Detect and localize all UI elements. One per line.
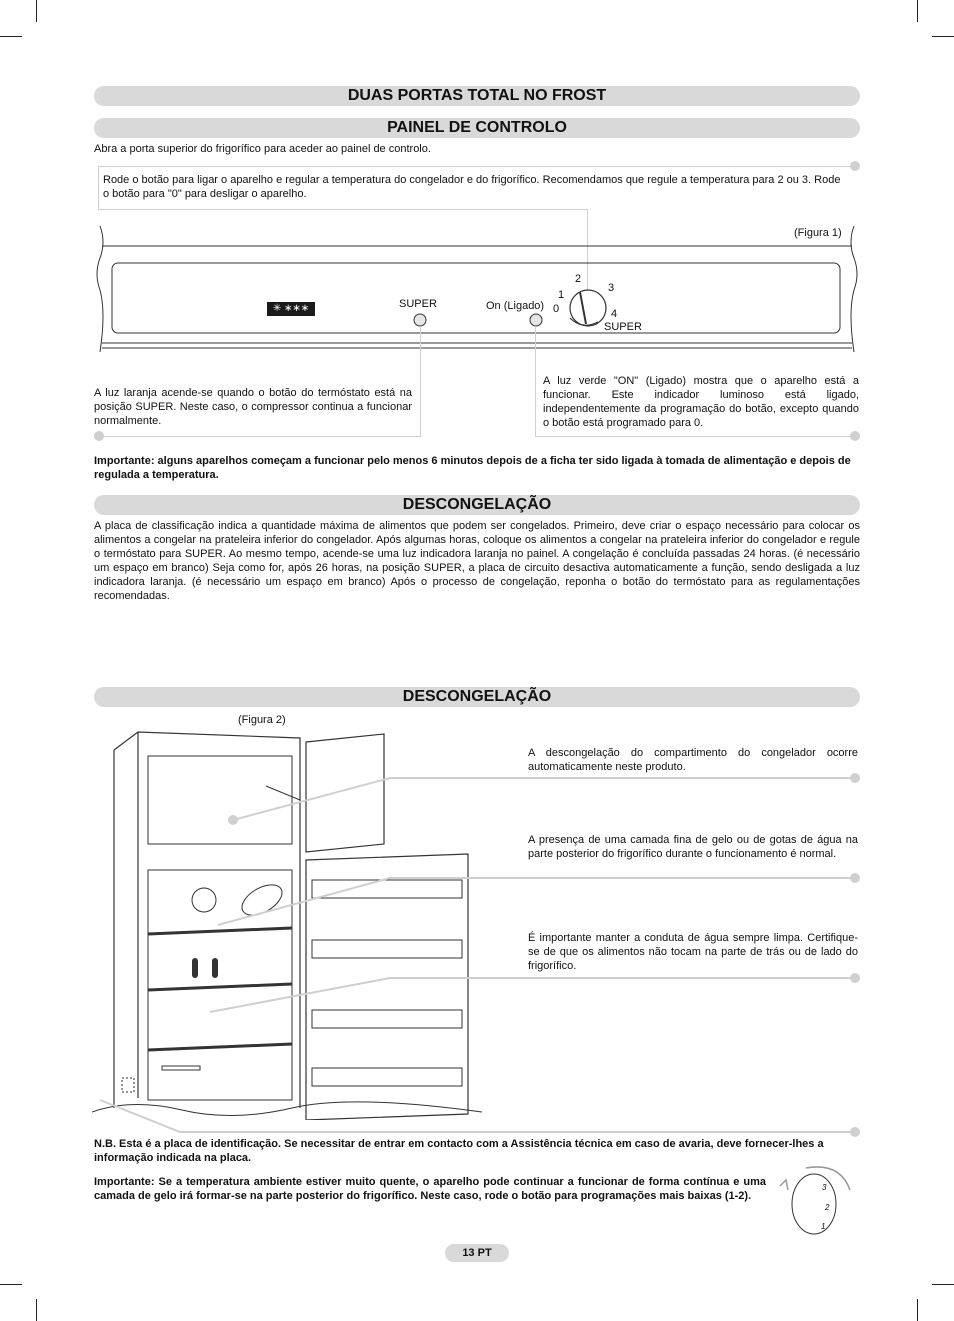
- dial-number-3: 3: [608, 282, 615, 294]
- control-intro: Abra a porta superior do frigorífico para aceder ao painel de controlo.: [94, 143, 431, 155]
- freezing-title: DESCONGELAÇÃO: [94, 495, 860, 515]
- defrost-title: DESCONGELAÇÃO: [94, 687, 860, 707]
- small-dial-1: 1: [821, 1222, 826, 1231]
- freezing-body: A placa de classificação indica a quantidade máxima de alimentos que podem ser congelados. Primeiro, deve criar o espaço necessário para colocar os alimentos a congelar na prateleira inferior do congelador. Após algumas horas, coloque os alimentos a congelar na prateleira inferior do congelador e regule o termóstato para SUPER. Ao mesmo tempo, acende-se uma luz indicadora laranja no painel. A congelação é concluída passadas 24 horas. (é necessário um espaço em branco) Seja como for, após 26 horas, na posição SUPER, a placa de circuito desactiva automaticamente a função, sendo desligada a luz indicadora laranja. (é necessário um espaço em branco) Após o processo de congelação, reponha o botão do termóstato para as regulamentações recomendadas.: [94, 520, 860, 602]
- knob-instruction: Rode o botão para ligar o aparelho e regular a temperatura do congelador e do frigorífico. Recomendamos que regule a temperatura para 2 ou 3. Rode o botão para "0" para desligar o aparelho.: [103, 174, 841, 200]
- small-dial-figure: [776, 1160, 856, 1240]
- callout-dot: [850, 973, 860, 983]
- freezer-star-badge: ✳ ∗∗∗: [267, 302, 315, 316]
- nb-text: N.B. Esta é a placa de identificação. Se necessitar de entrar em contacto com a Assistência técnica em caso de avaria, deve fornecer-lhes a informação indicada na placa.: [94, 1138, 824, 1164]
- dial-super-label: SUPER: [604, 321, 642, 333]
- dial-number-0: 0: [553, 303, 560, 315]
- orange-light-text: A luz laranja acende-se quando o botão do termóstato está na posição SUPER. Neste caso, o compressor continua a funcionar normalmente.: [94, 387, 412, 427]
- page-number: 13 PT: [445, 1244, 509, 1262]
- small-dial-3: 3: [822, 1183, 827, 1192]
- callout-dot: [850, 773, 860, 783]
- dial-number-1: 1: [558, 289, 565, 301]
- control-important: Importante: alguns aparelhos começam a funcionar pelo menos 6 minutos depois de a ficha ter sido ligada à tomada de alimentação e depois de regulada a temperatura.: [94, 455, 851, 481]
- control-panel-title: PAINEL DE CONTROLO: [94, 118, 860, 138]
- figure-1-label: (Figura 1): [794, 227, 842, 239]
- defrost-note-2: A presença de uma camada fina de gelo ou de gotas de água na parte posterior do frigorífico durante o funcionamento é normal.: [528, 834, 858, 860]
- figure-2-label: (Figura 2): [238, 714, 286, 726]
- defrost-note-3: É importante manter a conduta de água sempre limpa. Certifique-se de que os alimentos não tocam na parte de trás ou de lado do frigorífico.: [528, 932, 858, 972]
- main-title: DUAS PORTAS TOTAL NO FROST: [94, 86, 860, 106]
- defrost-important: Importante: Se a temperatura ambiente estiver muito quente, o aparelho pode continuar a funcionar de forma contínua e uma camada de gelo irá formar-se na parte posterior do frigorífico. Neste caso, rode o botão para programações mais baixas (1-2).: [94, 1176, 766, 1202]
- callout-dot: [850, 1127, 860, 1137]
- dial-number-2: 2: [575, 273, 582, 285]
- defrost-note-1: A descongelação do compartimento do congelador ocorre automaticamente neste produto.: [528, 747, 858, 773]
- dial-number-4: 4: [611, 308, 618, 320]
- callout-dot: [850, 873, 860, 883]
- small-dial-2: 2: [825, 1203, 830, 1212]
- green-light-text: A luz verde "ON" (Ligado) mostra que o aparelho está a funcionar. Este indicador luminoso está ligado, independentemente da programação do botão, excepto quando o botão está programado para 0.: [543, 375, 859, 429]
- on-label: On (Ligado): [486, 300, 545, 312]
- super-label: SUPER: [399, 298, 437, 310]
